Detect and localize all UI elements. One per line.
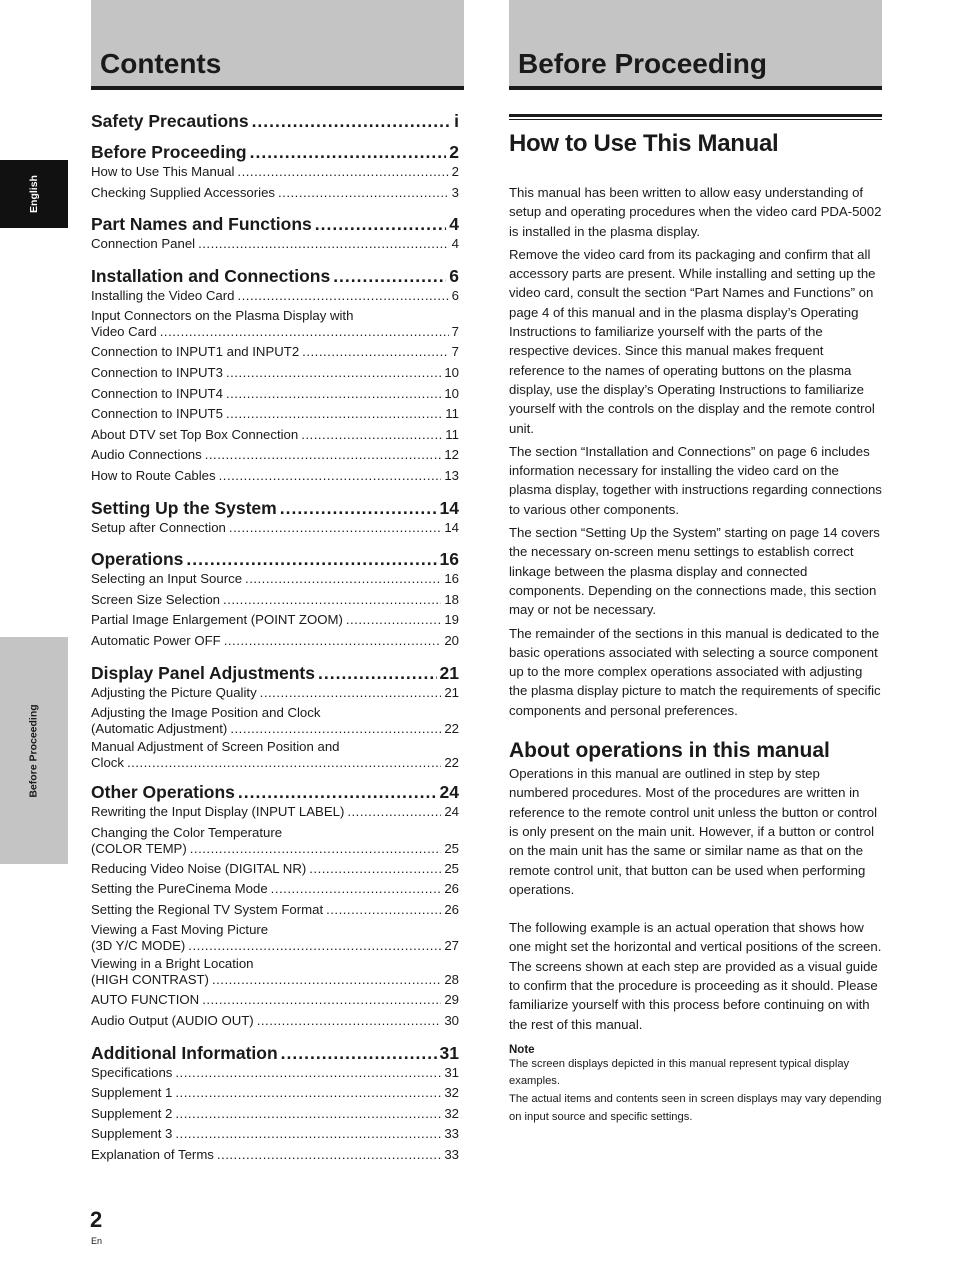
operations-heading: About operations in this manual [509, 739, 830, 763]
toc-entry-page: 11 [445, 406, 459, 422]
toc-entry-label: Automatic Power OFF [91, 632, 221, 648]
toc-entry-page: 32 [444, 1105, 459, 1121]
toc-leader [238, 782, 437, 802]
toc-leader [280, 498, 437, 518]
toc-entry-label: Partial Image Enlargement (POINT ZOOM) [91, 612, 343, 628]
toc-entry[interactable] [91, 610, 459, 631]
toc-leader [175, 1083, 441, 1104]
side-tab-section [0, 637, 68, 864]
toc-entry-label: Supplement 1 [91, 1085, 173, 1101]
toc-entry-label: Clock [91, 755, 124, 771]
section-header [509, 0, 882, 90]
toc-entry-page: 20 [444, 632, 459, 648]
toc-leader [250, 142, 447, 162]
toc-section-page: 16 [439, 549, 459, 570]
toc-leader [281, 1043, 437, 1063]
toc-section-page: 2 [449, 142, 459, 162]
toc-section[interactable] [91, 142, 459, 162]
toc-section[interactable] [91, 549, 459, 569]
toc-section-title: Additional Information [91, 1042, 278, 1063]
toc-entry[interactable] [91, 879, 459, 900]
toc-entry-line [91, 755, 459, 771]
toc-entry-label: Screen Size Selection [91, 591, 221, 607]
toc-entry[interactable] [91, 342, 459, 363]
toc-entry-label: About DTV set Top Box Connection [91, 426, 299, 442]
toc-leader [202, 990, 441, 1011]
toc-entry-label: Connection to INPUT4 [91, 385, 223, 401]
toc-leader [175, 1104, 441, 1125]
toc-entry-label: Connection to INPUT5 [91, 406, 223, 422]
toc-entry-label: Connection to INPUT3 [91, 364, 223, 380]
toc-entry[interactable] [91, 1011, 459, 1032]
toc-leader [271, 879, 442, 900]
toc-entry-page: 19 [444, 612, 459, 628]
toc-section-page: 31 [439, 1042, 459, 1063]
toc-entry-label: Selecting an Input Source [91, 571, 243, 587]
heading-rule [509, 114, 882, 117]
toc-leader [347, 802, 441, 823]
manual-paragraph: The section “Installation and Connections” on page 6 includes information necessary for installing the video card on the plasma display, together with instructions regarding connections to various other components. [509, 443, 882, 517]
toc-entry-page: 2 [451, 164, 459, 179]
toc-entry-page: 24 [444, 804, 459, 820]
toc-entry-label-line1: Viewing a Fast Moving Picture [91, 922, 269, 938]
toc-section-page: 4 [449, 214, 459, 235]
toc-entry-line [91, 841, 459, 857]
toc-leader [245, 569, 441, 590]
toc-entry-label: How to Route Cables [91, 467, 216, 483]
toc-entry-page: 30 [444, 1013, 459, 1029]
toc-section-title: Part Names and Functions [91, 214, 312, 235]
toc-entry[interactable] [91, 1145, 459, 1166]
toc-leader [237, 162, 448, 183]
toc-entry-label: (Automatic Adjustment) [91, 721, 228, 737]
toc-section[interactable] [91, 782, 459, 802]
toc-entry[interactable] [91, 425, 459, 446]
toc-entry[interactable] [91, 739, 459, 771]
toc-section-page: i [454, 111, 459, 131]
toc-section-page: 6 [449, 265, 459, 286]
toc-entry-page: 10 [444, 385, 459, 401]
toc-section[interactable] [91, 214, 459, 234]
toc-entry[interactable] [91, 518, 459, 539]
toc-entry[interactable] [91, 162, 459, 183]
toc-entry-label: Checking Supplied Accessories [91, 184, 275, 200]
toc-entry[interactable] [91, 308, 459, 340]
toc-section[interactable] [91, 1043, 459, 1063]
toc-entry-page: 29 [444, 992, 459, 1008]
toc-entry[interactable] [91, 234, 459, 255]
toc-entry-line [91, 972, 459, 988]
toc-entry-page: 28 [444, 972, 459, 988]
toc-leader [260, 683, 442, 704]
toc-leader [205, 445, 442, 466]
toc-section[interactable] [91, 111, 459, 131]
toc-entry[interactable] [91, 802, 459, 823]
toc-entry-label: Reducing Video Noise (DIGITAL NR) [91, 860, 307, 876]
toc-leader [257, 1011, 442, 1032]
toc-leader [217, 1145, 441, 1166]
toc-entry[interactable] [91, 1083, 459, 1104]
toc-leader [226, 363, 441, 384]
toc-entry-label: (3D Y/C MODE) [91, 938, 186, 954]
toc-leader [315, 214, 447, 234]
toc-section-page: 14 [439, 497, 459, 518]
toc-entry[interactable] [91, 859, 459, 880]
toc-entry[interactable] [91, 705, 459, 737]
toc-entry-page: 14 [444, 519, 459, 535]
side-tab-section-label: Before Proceeding [28, 703, 41, 798]
toc-leader [230, 721, 441, 737]
toc-entry-label: Setting the PureCinema Mode [91, 881, 268, 897]
section-title: Before Proceeding [518, 48, 767, 79]
toc-entry-page: 7 [451, 344, 459, 360]
toc-entry-line [91, 938, 459, 954]
toc-entry-page: 7 [451, 324, 459, 340]
operations-paragraph: Operations in this manual are outlined in step by step numbered procedures. Most of the procedures are written in reference to the remote control unit unless the button or control is only present on the main unit. However, if a button or control on the main unit has the same or similar name as that on the remote control unit, that button can be used when performing operations. [509, 766, 877, 897]
toc-section-title: Safety Precautions [91, 111, 249, 131]
toc-entry-label-line1: Input Connectors on the Plasma Display with [91, 308, 354, 324]
toc-leader [301, 425, 442, 446]
contents-title: Contents [100, 48, 222, 79]
toc-entry-page: 22 [444, 755, 459, 771]
toc-entry-page: 10 [444, 364, 459, 380]
operations-paragraph: The following example is an actual operation that shows how one might set the horizontal and vertical positions of the screen. The screens shown at each step are provided as a visual guide to confirm that the procedure is proceeding as it should. Please familiarize yourself with this process before continuing on with the rest of this manual. [509, 920, 882, 1032]
toc-entry-label: Video Card [91, 324, 157, 340]
toc-section-title: Setting Up the System [91, 497, 277, 518]
toc-section-title: Other Operations [91, 782, 235, 803]
toc-section[interactable] [91, 498, 459, 518]
toc-entry[interactable] [91, 404, 459, 425]
toc-entry-label: Specifications [91, 1064, 173, 1080]
toc-entry-page: 3 [451, 184, 459, 200]
toc-entry[interactable] [91, 466, 459, 487]
toc-leader [302, 342, 448, 363]
toc-entry-label: How to Use This Manual [91, 164, 235, 179]
toc-section-title: Before Proceeding [91, 142, 247, 162]
toc-section[interactable] [91, 663, 459, 683]
toc-entry-page: 11 [445, 426, 459, 442]
toc-entry[interactable] [91, 590, 459, 611]
toc-entry-page: 26 [444, 901, 459, 917]
toc-entry-page: 21 [444, 684, 459, 700]
manual-paragraph: The section “Setting Up the System” starting on page 14 covers the necessary on-screen menu settings to establish correct linkage between the plasma display and connected components. Depending on the connections made, this section may or not be necessary. [509, 525, 880, 618]
manual-heading: How to Use This Manual [509, 130, 779, 157]
page-language: En [91, 1236, 103, 1246]
heading-rule-thin [509, 119, 882, 120]
toc-leader [186, 549, 436, 569]
side-tab-english [0, 160, 68, 228]
toc-entry[interactable] [91, 384, 459, 405]
toc-entry[interactable] [91, 183, 459, 204]
contents-header [91, 0, 464, 90]
toc-entry-label: (COLOR TEMP) [91, 840, 187, 856]
toc-entry-line [91, 721, 459, 737]
toc-entry-line [91, 324, 459, 340]
toc-entry[interactable] [91, 445, 459, 466]
manual-paragraph: The remainder of the sections in this manual is dedicated to the basic operations associated with selecting a source component up to the more complex operations associated with adjusting the plasma display picture to match the requirements of specific components and personal preferences. [509, 625, 881, 718]
toc-entry[interactable] [91, 286, 459, 307]
toc-leader [127, 755, 441, 771]
toc-section[interactable] [91, 266, 459, 286]
toc-entry-label: (HIGH CONTRAST) [91, 972, 209, 988]
toc-entry-page: 18 [444, 591, 459, 607]
toc-entry-label: Adjusting the Picture Quality [91, 684, 257, 700]
toc-entry-label: Explanation of Terms [91, 1147, 214, 1163]
toc-section-title: Installation and Connections [91, 265, 331, 286]
toc-entry-page: 31 [444, 1064, 459, 1080]
toc-entry-page: 16 [444, 571, 459, 587]
toc-entry[interactable] [91, 990, 459, 1011]
note-line: The actual items and contents seen in screen displays may vary depending on input source and specific settings. [509, 1093, 882, 1123]
toc-entry-page: 33 [444, 1126, 459, 1142]
toc-leader [309, 859, 441, 880]
toc-entry-label: Supplement 2 [91, 1105, 173, 1121]
toc-entry-label: Connection Panel [91, 236, 196, 252]
toc-leader [198, 234, 449, 255]
toc-leader [219, 466, 442, 487]
toc-section-page: 21 [439, 662, 459, 683]
toc-entry-page: 12 [444, 447, 459, 463]
toc-entry[interactable] [91, 683, 459, 704]
toc-leader [318, 663, 437, 683]
toc-entry-page: 13 [444, 467, 459, 483]
toc-entry-label-line1: Manual Adjustment of Screen Position and [91, 739, 340, 755]
toc-entry-page: 33 [444, 1147, 459, 1163]
toc-entry-label: Installing the Video Card [91, 287, 235, 303]
toc-entry-label-line1: Adjusting the Image Position and Clock [91, 705, 321, 721]
toc-entry[interactable] [91, 1063, 459, 1084]
toc-entry-label: Setup after Connection [91, 519, 226, 535]
toc-entry-label: Rewriting the Input Display (INPUT LABEL) [91, 804, 345, 820]
toc-leader [278, 183, 449, 204]
toc-entry-page: 27 [444, 938, 459, 954]
manual-paragraph: Remove the video card from its packaging and confirm that all accessory parts are present. While installing and setting up the video card, consult the section “Part Names and Functions” on page 4 of this manual and in the plasma display’s Operating Instructions to familiarize yourself with the parts of the respective devices. Since this manual makes frequent reference to the names of operating buttons on the plasma display, use the display’s Operating Instructions to familiarize yourself with the controls on the display and the remote control unit. [509, 246, 876, 436]
toc-entry-label: AUTO FUNCTION [91, 992, 200, 1008]
side-tab-english-label: English [27, 175, 40, 213]
toc-leader [326, 900, 441, 921]
toc-entry-label: Connection to INPUT1 and INPUT2 [91, 344, 300, 360]
toc-leader [188, 938, 441, 954]
toc-leader [224, 631, 442, 652]
page-number: 2 [90, 1207, 103, 1232]
toc-entry-page: 25 [444, 840, 459, 856]
toc-entry-page: 22 [444, 721, 459, 737]
toc-leader [252, 111, 452, 131]
toc-entry[interactable] [91, 363, 459, 384]
toc-entry[interactable] [91, 825, 459, 857]
toc-entry-page: 25 [444, 860, 459, 876]
toc-entry-label-line1: Viewing in a Bright Location [91, 956, 254, 972]
note-heading: Note [509, 1043, 535, 1056]
toc-section-title: Display Panel Adjustments [91, 662, 315, 683]
manual-paragraph: This manual has been written to allow easy understanding of setup and operating procedures when the video card PDA-5002 is installed in the plasma display. [509, 185, 882, 239]
toc-leader [226, 384, 441, 405]
right-column [509, 114, 882, 1126]
toc-entry-label: Setting the Regional TV System Format [91, 901, 324, 917]
toc-leader [190, 841, 442, 857]
toc-entry[interactable] [91, 631, 459, 652]
toc-entry-label: Audio Output (AUDIO OUT) [91, 1013, 254, 1029]
toc-entry-label: Supplement 3 [91, 1126, 173, 1142]
toc-leader [229, 518, 441, 539]
toc-entry-label: Audio Connections [91, 447, 202, 463]
toc-leader [333, 266, 446, 286]
toc-entry[interactable] [91, 1124, 459, 1145]
toc-entry-page: 6 [451, 287, 459, 303]
toc-leader [346, 610, 441, 631]
toc-entry-page: 32 [444, 1085, 459, 1101]
toc-leader [226, 404, 442, 425]
toc-section-title: Operations [91, 549, 184, 570]
toc-leader [223, 590, 441, 611]
toc-entry-page: 4 [451, 236, 459, 252]
toc-entry[interactable] [91, 1104, 459, 1125]
toc-section-page: 24 [439, 782, 459, 803]
toc-entry[interactable] [91, 569, 459, 590]
toc-entry-page: 26 [444, 881, 459, 897]
toc-leader [237, 286, 448, 307]
note-line: The screen displays depicted in this manual represent typical display examples. [509, 1057, 850, 1088]
toc-entry[interactable] [91, 956, 459, 988]
table-of-contents [91, 111, 459, 1166]
toc-leader [175, 1124, 441, 1145]
toc-leader [212, 972, 441, 988]
toc-leader [175, 1063, 441, 1084]
toc-entry[interactable] [91, 900, 459, 921]
toc-entry[interactable] [91, 922, 459, 954]
toc-leader [160, 324, 449, 340]
toc-entry-label-line1: Changing the Color Temperature [91, 824, 283, 840]
